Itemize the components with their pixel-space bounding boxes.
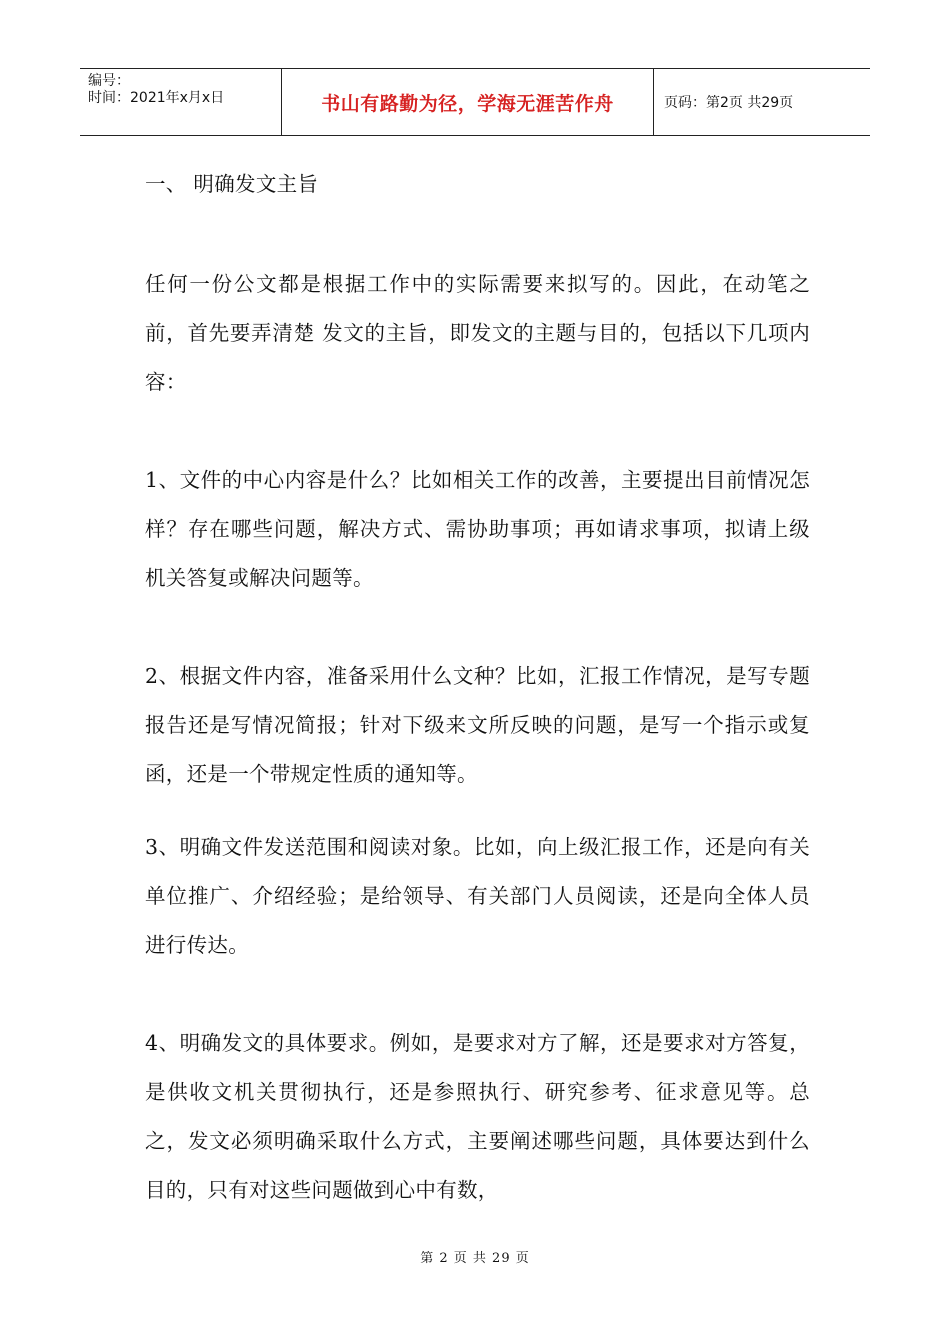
page-footer: 第 2 页 共 29 页 xyxy=(420,1251,530,1266)
header-page-info: 页码：第2页 共29页 xyxy=(664,95,794,111)
document-number-label: 编号： xyxy=(88,73,130,89)
list-item-3: 3、明确文件发送范围和阅读对象。比如，向上级汇报工作，还是向有关单位推广、介绍经验；是给领导、有关部门人员阅读，还是向全体人员进行传达。 xyxy=(145,835,810,957)
section-heading: 一、 明确发文主旨 xyxy=(145,172,319,196)
list-item-2: 2、根据文件内容，准备采用什么文种？比如，汇报工作情况，是写专题报告还是写情况简报；针对下级来文所反映的问题，是写一个指示或复函，还是一个带规定性质的通知等。 xyxy=(145,664,810,786)
list-item-4: 4、明确发文的具体要求。例如，是要求对方了解，还是要求对方答复，是供收文机关贯彻执行，还是参照执行、研究参考、征求意见等。总之，发文必须明确采取什么方式，主要阐述哪些问题，具体要达到什么目的，只有对这些问题做到心中有数， xyxy=(145,1031,810,1202)
page-header xyxy=(80,68,870,136)
document-body xyxy=(145,160,810,1264)
list-item-1: 1、文件的中心内容是什么？比如相关工作的改善，主要提出目前情况怎样？存在哪些问题，解决方式、需协助事项；再如请求事项，拟请上级机关答复或解决问题等。 xyxy=(145,468,810,590)
document-time-label: 时间：2021年x月x日 xyxy=(88,90,225,106)
intro-paragraph: 任何一份公文都是根据工作中的实际需要来拟写的。因此，在动笔之前，首先要弄清楚 发文的主旨，即发文的主题与目的，包括以下几项内容： xyxy=(145,272,810,394)
header-meta xyxy=(80,69,282,135)
header-motto: 书山有路勤为径，学海无涯苦作舟 xyxy=(282,69,654,135)
